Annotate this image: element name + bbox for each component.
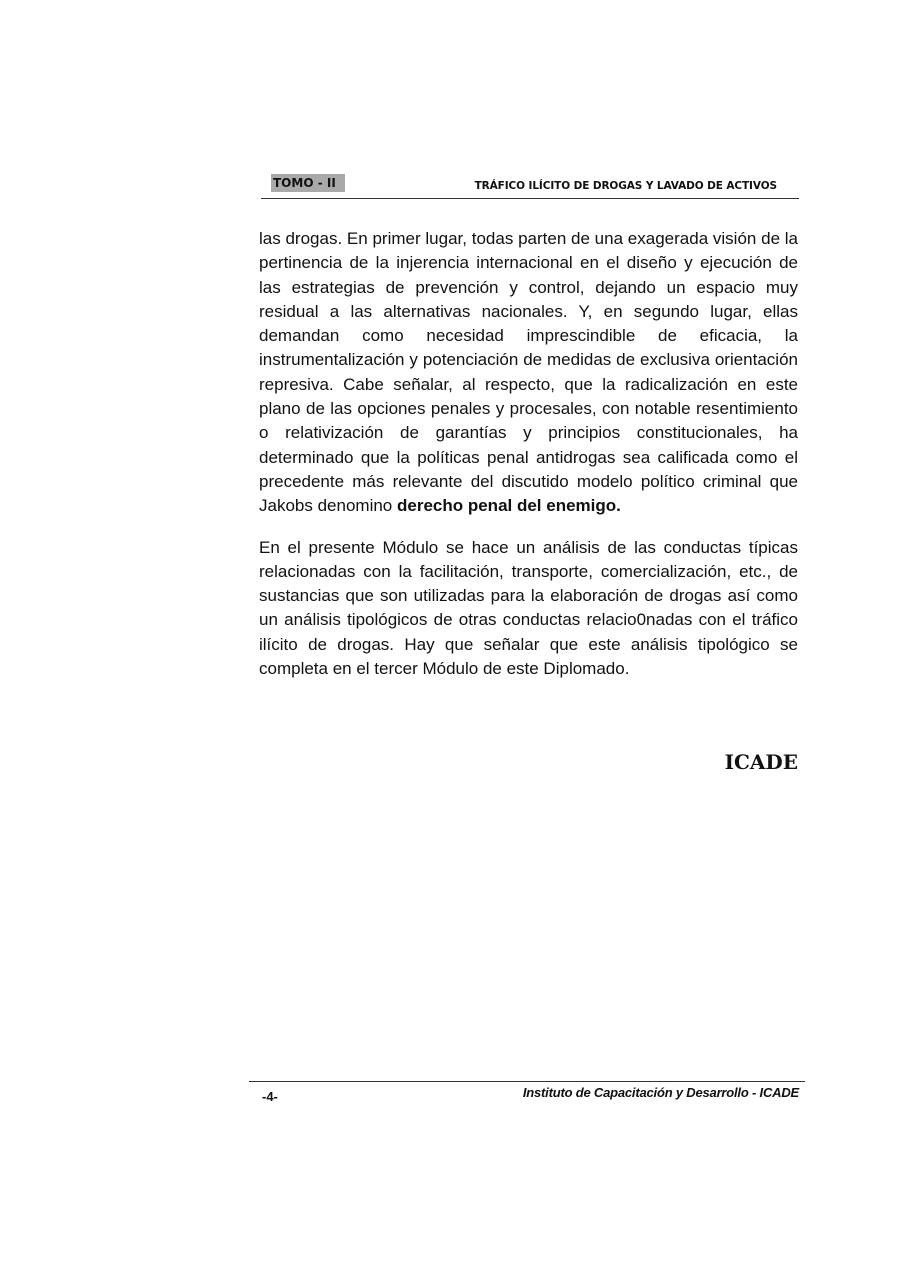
paragraph-2: En el presente Módulo se hace un análisis de las conductas típicas relacionadas con la facilitación, transporte, comercialización, etc., de sustancias que son utilizadas para la elaboración de drogas así como un análisis tipológicos de otras conductas relacio0nadas con el tráfico ilícito de drogas. Hay que señalar que este análisis tipológico se completa en el tercer Módulo de este Diplomado. — [259, 537, 798, 679]
header-title: TRÁFICO ILÍCITO DE DROGAS Y LAVADO DE ACTIVOS — [474, 180, 777, 192]
paragraph-1-bold: derecho penal del enemigo. — [396, 496, 621, 516]
footer-institution: Instituto de Capacitación y Desarrollo - ICADE — [522, 1085, 799, 1100]
page-number: -4- — [262, 1089, 278, 1104]
signature: ICADE — [724, 750, 798, 774]
volume-label: TOMO - II — [271, 174, 345, 192]
body-text — [259, 227, 798, 681]
paragraph-1-text: las drogas. En primer lugar, todas parten de una exagerada visión de la pertinencia de la injerencia internacional en el diseño y ejecución de las estrategias de prevención y control, dejando un espacio muy residual a las alternativas nacionales. Y, en segundo lugar, ellas demandan como necesidad imprescindible de eficacia, la instrumentalización y potenciación de medidas de exclusiva orientación represiva. Cabe señalar, al respecto, que la radicalización en este plano de las opciones penales y procesales, con notable resentimiento o relativización de garantías y principios constitucionales, ha determinado que la políticas penal antidrogas sea calificada como el precedente más relevante del discutido modelo político criminal que Jakobs denomino — [259, 229, 798, 516]
page-header — [261, 172, 799, 199]
page-footer — [249, 1081, 805, 1112]
paragraph-1 — [259, 227, 798, 519]
